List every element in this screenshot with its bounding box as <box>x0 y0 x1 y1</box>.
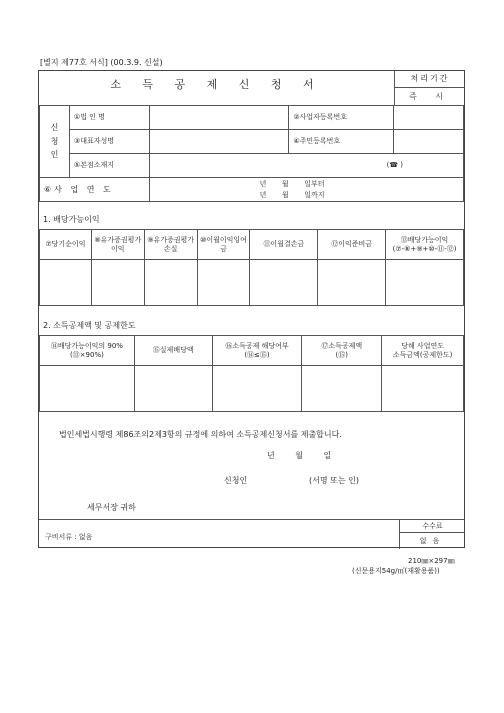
fee-label: 수수료 <box>400 520 465 533</box>
s1-header-distributable-profit: ⑬배당가능이익 (⑦-⑧+⑨+⑩-⑪-⑫) <box>386 230 464 260</box>
processing-period-box <box>394 71 465 105</box>
rep-name-label: ③대표자성명 <box>69 130 149 154</box>
s2-cell[interactable] <box>302 366 382 412</box>
s2-cell[interactable] <box>382 366 464 412</box>
hq-location-label: ⑤본점소재지 <box>69 154 149 178</box>
s2-cell[interactable] <box>212 366 302 412</box>
date-line: 년 월 일 <box>267 451 332 460</box>
s1-header-retained-earnings: ⑩이월이익잉여금 <box>197 230 250 260</box>
processing-period-label: 처리기간 <box>395 71 465 88</box>
form-sheet <box>38 70 465 548</box>
title-row <box>39 71 464 106</box>
s2-header-90-percent: ⑭배당가능이익의 90% (⑬×90%) <box>40 336 135 366</box>
fee-box <box>399 520 465 549</box>
addressee: 세무서장 귀하 <box>87 503 136 512</box>
business-year-label: ⑥사 업 연 도 <box>40 178 150 202</box>
s2-cell[interactable] <box>134 366 212 412</box>
business-year-to: 년 월 일까지 <box>259 190 325 199</box>
s2-header-deduction-limit: 당해 사업연도 소득금액(공제한도) <box>382 336 464 366</box>
rep-name-field[interactable] <box>149 130 289 154</box>
paper-size: 210㎜×297㎜ <box>408 557 455 565</box>
s1-header-securities-gain: ⑧유가증권평가이익 <box>91 230 144 260</box>
hq-location-field[interactable] <box>149 154 463 178</box>
section1-table <box>39 229 464 306</box>
s2-cell[interactable] <box>40 366 135 412</box>
s1-cell[interactable] <box>40 260 92 306</box>
signer-label: 신청인 <box>224 476 248 485</box>
section2-title: 2. 소득공제액 및 공제한도 <box>43 321 136 330</box>
paper-spec: (신문용지54g/㎡(재활용품)) <box>352 567 440 575</box>
footer-row <box>39 519 464 549</box>
applicant-side-label: 신 청 인 <box>40 106 70 178</box>
s2-header-eligibility: ⑯소득공제 해당여부 (⑭≤⑮) <box>212 336 302 366</box>
s2-header-actual-dividend: ⑮실제배당액 <box>134 336 212 366</box>
business-year-from: 년 월 일부터 <box>259 180 325 188</box>
biz-reg-no-field[interactable] <box>394 106 464 130</box>
s1-header-securities-loss: ⑨유가증권평가손실 <box>144 230 197 260</box>
s2-header-deduction-amount: ⑰소득공제액 (⑮) <box>302 336 382 366</box>
s1-header-net-income: ⑦당기순이익 <box>40 230 92 260</box>
form-reference: [별지 제77호 서식] (00.3.9. 신설) <box>40 58 163 67</box>
section1-title: 1. 배당가능이익 <box>43 215 100 224</box>
s1-cell[interactable] <box>197 260 250 306</box>
s1-header-legal-reserve: ⑫이익준비금 <box>318 230 386 260</box>
s1-cell[interactable] <box>318 260 386 306</box>
corp-name-label: ①법 인 명 <box>69 106 149 130</box>
biz-reg-no-label: ②사업자등록번호 <box>289 106 394 130</box>
attachments-note: 구비서류 : 없음 <box>45 533 93 541</box>
signature-field[interactable]: (서명 또는 인) <box>309 476 359 485</box>
resident-no-label: ④주민등록번호 <box>289 130 394 154</box>
s1-header-loss-carryforward: ⑪이월결손금 <box>250 230 318 260</box>
fee-value: 없음 <box>419 537 446 545</box>
corp-name-field[interactable] <box>149 106 289 130</box>
resident-no-field[interactable] <box>394 130 464 154</box>
business-year-table <box>39 177 464 202</box>
s1-cell[interactable] <box>386 260 464 306</box>
processing-period-value: 즉 시 <box>409 92 451 101</box>
s1-cell[interactable] <box>250 260 318 306</box>
business-year-field[interactable] <box>149 178 463 202</box>
phone-field: (☎ ) <box>386 161 403 170</box>
form-title: 소 득 공 제 신 청 서 <box>110 78 323 91</box>
section2-table <box>39 335 464 412</box>
declaration-text: 법인세법시행령 제86조의2제3항의 규정에 의하여 소득공제신청서를 제출합니다. <box>59 430 342 439</box>
s1-cell[interactable] <box>144 260 197 306</box>
applicant-table <box>39 105 464 178</box>
s1-cell[interactable] <box>91 260 144 306</box>
